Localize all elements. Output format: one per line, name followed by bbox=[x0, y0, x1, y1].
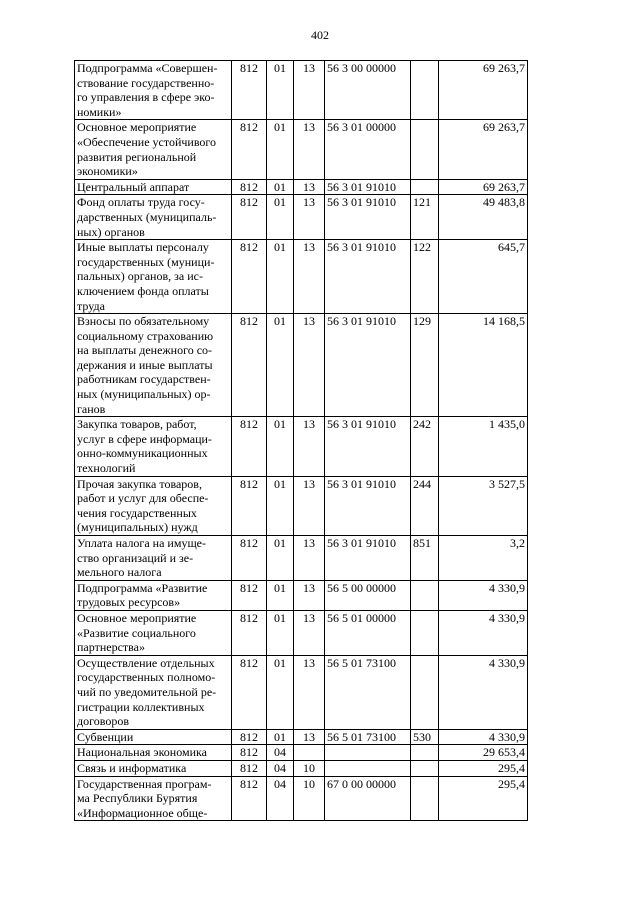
amount-cell: 645,7 bbox=[439, 240, 528, 314]
target-article-cell: 56 3 01 91010 bbox=[325, 195, 411, 240]
subsection-code-cell: 13 bbox=[294, 61, 325, 120]
subsection-code-cell: 13 bbox=[294, 240, 325, 314]
grbs-code-cell: 812 bbox=[232, 729, 267, 745]
budget-table-body bbox=[75, 61, 528, 821]
row-name-line: государственных (муници- bbox=[77, 254, 215, 269]
expense-type-cell bbox=[411, 61, 439, 120]
expense-type-cell: 851 bbox=[411, 536, 439, 581]
subsection-code-cell: 13 bbox=[294, 729, 325, 745]
grbs-code-cell: 812 bbox=[232, 476, 267, 535]
row-name-line: на выплаты денежного со- bbox=[77, 343, 213, 358]
grbs-code-cell: 812 bbox=[232, 195, 267, 240]
row-name-cell bbox=[75, 61, 232, 120]
row-name-line: социальному страхованию bbox=[77, 328, 214, 343]
row-name-line: гистрации коллективных bbox=[77, 699, 205, 714]
row-name-cell bbox=[75, 760, 232, 776]
table-row bbox=[75, 610, 528, 655]
row-name-line: Основное мероприятие bbox=[77, 610, 197, 625]
table-row bbox=[75, 580, 528, 610]
table-row bbox=[75, 240, 528, 314]
table-row bbox=[75, 745, 528, 761]
expense-type-cell: 129 bbox=[411, 314, 439, 417]
row-name-line: Субвенции bbox=[77, 729, 134, 744]
expense-type-cell bbox=[411, 580, 439, 610]
table-row bbox=[75, 417, 528, 476]
subsection-code-cell: 13 bbox=[294, 580, 325, 610]
row-name-line: развития региональной bbox=[77, 149, 197, 164]
subsection-code-cell: 13 bbox=[294, 655, 325, 729]
row-name-cell bbox=[75, 314, 232, 417]
amount-cell: 4 330,9 bbox=[439, 580, 528, 610]
row-name-cell bbox=[75, 120, 232, 179]
section-code-cell: 01 bbox=[267, 240, 294, 314]
row-name-line: Национальная экономика bbox=[77, 745, 207, 760]
row-name-line: трудовых ресурсов» bbox=[77, 595, 181, 610]
row-name-line: «Информационное обще- bbox=[77, 805, 208, 820]
row-name-cell bbox=[75, 179, 232, 195]
expense-type-cell bbox=[411, 760, 439, 776]
row-name-cell bbox=[75, 776, 232, 821]
row-name-line: труда bbox=[77, 298, 105, 313]
table-row bbox=[75, 120, 528, 179]
amount-cell: 4 330,9 bbox=[439, 729, 528, 745]
row-name-line: чий по уведомительной ре- bbox=[77, 684, 217, 699]
amount-cell: 4 330,9 bbox=[439, 655, 528, 729]
table-row bbox=[75, 179, 528, 195]
subsection-code-cell: 13 bbox=[294, 120, 325, 179]
target-article-cell bbox=[325, 745, 411, 761]
subsection-code-cell bbox=[294, 745, 325, 761]
grbs-code-cell: 812 bbox=[232, 240, 267, 314]
target-article-cell: 56 3 01 00000 bbox=[325, 120, 411, 179]
subsection-code-cell: 13 bbox=[294, 476, 325, 535]
grbs-code-cell: 812 bbox=[232, 61, 267, 120]
target-article-cell: 56 3 01 91010 bbox=[325, 179, 411, 195]
section-code-cell: 01 bbox=[267, 195, 294, 240]
row-name-line: Фонд оплаты труда госу- bbox=[77, 195, 205, 210]
grbs-code-cell: 812 bbox=[232, 760, 267, 776]
row-name-line: Иные выплаты персоналу bbox=[77, 240, 209, 255]
target-article-cell: 56 5 01 00000 bbox=[325, 610, 411, 655]
row-name-cell bbox=[75, 610, 232, 655]
expense-type-cell bbox=[411, 610, 439, 655]
target-article-cell: 56 3 00 00000 bbox=[325, 61, 411, 120]
subsection-code-cell: 13 bbox=[294, 179, 325, 195]
row-name-line: Государственная програм- bbox=[77, 776, 212, 791]
amount-cell: 29 653,4 bbox=[439, 745, 528, 761]
target-article-cell bbox=[325, 760, 411, 776]
section-code-cell: 01 bbox=[267, 580, 294, 610]
target-article-cell: 56 5 00 00000 bbox=[325, 580, 411, 610]
row-name-line: экономики» bbox=[77, 164, 138, 179]
row-name-line: Подпрограмма «Совершен- bbox=[77, 61, 218, 75]
row-name-line: номики» bbox=[77, 104, 122, 119]
grbs-code-cell: 812 bbox=[232, 776, 267, 821]
row-name-line: технологий bbox=[77, 461, 136, 476]
row-name-line: «Обеспечение устойчивого bbox=[77, 134, 217, 149]
row-name-line: Закупка товаров, работ, bbox=[77, 417, 197, 432]
row-name-line: Уплата налога на имуще- bbox=[77, 536, 206, 550]
section-code-cell: 01 bbox=[267, 120, 294, 179]
page-number: 402 bbox=[311, 28, 329, 42]
expense-type-cell bbox=[411, 179, 439, 195]
grbs-code-cell: 812 bbox=[232, 745, 267, 761]
row-name-cell bbox=[75, 476, 232, 535]
row-name-line: Центральный аппарат bbox=[77, 179, 190, 194]
expense-type-cell: 244 bbox=[411, 476, 439, 535]
amount-cell: 295,4 bbox=[439, 776, 528, 821]
table-row bbox=[75, 760, 528, 776]
subsection-code-cell: 10 bbox=[294, 760, 325, 776]
row-name-line: го управления в сфере эко- bbox=[77, 90, 215, 105]
expense-type-cell bbox=[411, 655, 439, 729]
row-name-line: партнерства» bbox=[77, 640, 145, 655]
subsection-code-cell: 13 bbox=[294, 314, 325, 417]
section-code-cell: 01 bbox=[267, 314, 294, 417]
row-name-line: ных) органов bbox=[77, 224, 145, 239]
section-code-cell: 01 bbox=[267, 610, 294, 655]
target-article-cell: 56 3 01 91010 bbox=[325, 536, 411, 581]
row-name-line: ключением фонда оплаты bbox=[77, 283, 209, 298]
subsection-code-cell: 13 bbox=[294, 417, 325, 476]
table-row bbox=[75, 729, 528, 745]
subsection-code-cell: 13 bbox=[294, 536, 325, 581]
row-name-line: работ и услуг для обеспе- bbox=[77, 491, 209, 506]
row-name-line: «Развитие социального bbox=[77, 625, 196, 640]
grbs-code-cell: 812 bbox=[232, 120, 267, 179]
expense-type-cell bbox=[411, 745, 439, 761]
table-row bbox=[75, 195, 528, 240]
row-name-line: Подпрограмма «Развитие bbox=[77, 580, 208, 595]
section-code-cell: 01 bbox=[267, 179, 294, 195]
expense-type-cell: 122 bbox=[411, 240, 439, 314]
expense-type-cell bbox=[411, 120, 439, 179]
table-row bbox=[75, 61, 528, 120]
amount-cell: 4 330,9 bbox=[439, 610, 528, 655]
row-name-line: Осуществление отдельных bbox=[77, 655, 215, 670]
section-code-cell: 01 bbox=[267, 729, 294, 745]
row-name-cell bbox=[75, 536, 232, 581]
row-name-line: работникам государствен- bbox=[77, 372, 211, 387]
row-name-line: чения государственных bbox=[77, 505, 197, 520]
table-row bbox=[75, 655, 528, 729]
row-name-line: Взносы по обязательному bbox=[77, 314, 210, 329]
row-name-line: дарственных (муниципаль- bbox=[77, 209, 217, 224]
amount-cell: 3,2 bbox=[439, 536, 528, 581]
row-name-line: ствование государственно- bbox=[77, 75, 215, 90]
amount-cell: 295,4 bbox=[439, 760, 528, 776]
grbs-code-cell: 812 bbox=[232, 655, 267, 729]
row-name-line: ных (муниципальных) ор- bbox=[77, 387, 211, 402]
row-name-cell bbox=[75, 745, 232, 761]
amount-cell: 3 527,5 bbox=[439, 476, 528, 535]
target-article-cell: 56 5 01 73100 bbox=[325, 729, 411, 745]
section-code-cell: 04 bbox=[267, 745, 294, 761]
row-name-line: Прочая закупка товаров, bbox=[77, 476, 202, 491]
target-article-cell: 56 3 01 91010 bbox=[325, 240, 411, 314]
row-name-cell bbox=[75, 655, 232, 729]
row-name-line: мельного налога bbox=[77, 565, 162, 580]
target-article-cell: 56 3 01 91010 bbox=[325, 476, 411, 535]
row-name-line: ганов bbox=[77, 401, 106, 416]
amount-cell: 69 263,7 bbox=[439, 179, 528, 195]
section-code-cell: 01 bbox=[267, 61, 294, 120]
expense-type-cell: 242 bbox=[411, 417, 439, 476]
row-name-line: договоров bbox=[77, 714, 129, 729]
grbs-code-cell: 812 bbox=[232, 179, 267, 195]
target-article-cell: 56 5 01 73100 bbox=[325, 655, 411, 729]
table-row bbox=[75, 536, 528, 581]
row-name-line: услуг в сфере информаци- bbox=[77, 431, 212, 446]
table-row bbox=[75, 314, 528, 417]
subsection-code-cell: 13 bbox=[294, 610, 325, 655]
section-code-cell: 04 bbox=[267, 760, 294, 776]
section-code-cell: 01 bbox=[267, 417, 294, 476]
grbs-code-cell: 812 bbox=[232, 417, 267, 476]
row-name-cell bbox=[75, 240, 232, 314]
row-name-line: пальных) органов, за ис- bbox=[77, 269, 203, 284]
row-name-cell bbox=[75, 580, 232, 610]
amount-cell: 69 263,7 bbox=[439, 61, 528, 120]
target-article-cell: 56 3 01 91010 bbox=[325, 314, 411, 417]
row-name-line: держания и иные выплаты bbox=[77, 357, 213, 372]
expense-type-cell: 530 bbox=[411, 729, 439, 745]
budget-table bbox=[74, 60, 528, 821]
grbs-code-cell: 812 bbox=[232, 580, 267, 610]
section-code-cell: 04 bbox=[267, 776, 294, 821]
grbs-code-cell: 812 bbox=[232, 536, 267, 581]
section-code-cell: 01 bbox=[267, 476, 294, 535]
row-name-line: (муниципальных) нужд bbox=[77, 520, 198, 535]
table-row bbox=[75, 476, 528, 535]
row-name-line: государственных полномо- bbox=[77, 670, 216, 685]
grbs-code-cell: 812 bbox=[232, 314, 267, 417]
amount-cell: 1 435,0 bbox=[439, 417, 528, 476]
amount-cell: 49 483,8 bbox=[439, 195, 528, 240]
grbs-code-cell: 812 bbox=[232, 610, 267, 655]
row-name-line: ма Республики Бурятия bbox=[77, 791, 198, 806]
expense-type-cell: 121 bbox=[411, 195, 439, 240]
row-name-cell bbox=[75, 729, 232, 745]
row-name-line: Связь и информатика bbox=[77, 760, 187, 775]
row-name-line: онно-коммуникационных bbox=[77, 446, 208, 461]
table-row bbox=[75, 776, 528, 821]
amount-cell: 69 263,7 bbox=[439, 120, 528, 179]
target-article-cell: 67 0 00 00000 bbox=[325, 776, 411, 821]
amount-cell: 14 168,5 bbox=[439, 314, 528, 417]
section-code-cell: 01 bbox=[267, 536, 294, 581]
row-name-line: ство организаций и зе- bbox=[77, 550, 194, 565]
row-name-cell bbox=[75, 195, 232, 240]
section-code-cell: 01 bbox=[267, 655, 294, 729]
expense-type-cell bbox=[411, 776, 439, 821]
subsection-code-cell: 10 bbox=[294, 776, 325, 821]
row-name-line: Основное мероприятие bbox=[77, 120, 197, 135]
row-name-cell bbox=[75, 417, 232, 476]
subsection-code-cell: 13 bbox=[294, 195, 325, 240]
target-article-cell: 56 3 01 91010 bbox=[325, 417, 411, 476]
